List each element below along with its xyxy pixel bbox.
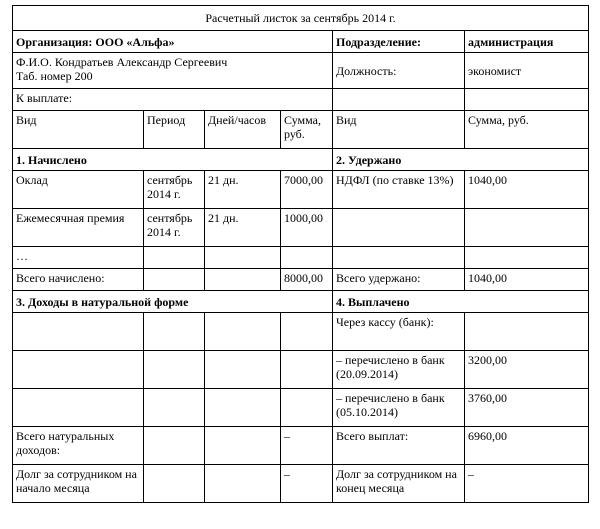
accrual-sum: 7000,00 [281, 171, 333, 209]
empty-cell [281, 351, 333, 389]
total-withheld-value: 1040,00 [465, 269, 589, 291]
department-value: администрация [465, 31, 589, 53]
total-withheld-label: Всего удержано: [333, 269, 465, 291]
header-days: Дней/часов [205, 111, 281, 149]
empty-cell [465, 89, 589, 111]
payslip-title: Расчетный листок за сентябрь 2014 г. [13, 6, 589, 31]
debt-end-value: – [465, 465, 589, 503]
empty-cell [205, 269, 281, 291]
employee-info [13, 53, 333, 89]
table-row [13, 209, 589, 247]
empty-cell [205, 351, 281, 389]
payment-type: Через кассу (банк): [333, 313, 465, 351]
empty-cell [13, 351, 144, 389]
accrual-period: сентябрь 2014 г. [144, 171, 205, 209]
accrual-type: … [13, 247, 144, 269]
accrual-sum: 1000,00 [281, 209, 333, 247]
accrual-sum [281, 247, 333, 269]
section-accrued: 1. Начислено [13, 149, 333, 171]
total-paid-label: Всего выплат: [333, 427, 465, 465]
total-accrued-value: 8000,00 [281, 269, 333, 291]
empty-cell [144, 389, 205, 427]
debt-end-label: Долг за сотрудником на конец месяца [333, 465, 465, 503]
payment-type: – перечислено в банк (20.09.2014) [333, 351, 465, 389]
total-natural-value: – [281, 427, 333, 465]
empty-cell [144, 269, 205, 291]
deduction-type: НДФЛ (по ставке 13%) [333, 171, 465, 209]
accrual-days: 21 дн. [205, 171, 281, 209]
deduction-sum: 1040,00 [465, 171, 589, 209]
empty-cell [465, 247, 589, 269]
table-row [13, 171, 589, 209]
payslip-document [12, 5, 588, 524]
table-row [13, 247, 589, 269]
position-label: Должность: [333, 53, 465, 89]
accrual-period: сентябрь 2014 г. [144, 209, 205, 247]
header-type: Вид [13, 111, 144, 149]
table-row [13, 313, 589, 351]
empty-cell [144, 351, 205, 389]
accrual-type: Оклад [13, 171, 144, 209]
empty-cell [144, 465, 205, 503]
section-withheld: 2. Удержано [333, 149, 589, 171]
employee-name: Ф.И.О. Кондратьев Александр Сергеевич [16, 55, 228, 69]
accrual-days [205, 247, 281, 269]
accrual-type: Ежемесячная премия [13, 209, 144, 247]
accrual-days: 21 дн. [205, 209, 281, 247]
payment-type: – перечислено в банк (05.10.2014) [333, 389, 465, 427]
empty-cell [205, 313, 281, 351]
empty-cell [13, 313, 144, 351]
section-paid: 4. Выплачено [333, 291, 589, 313]
debt-start-label: Долг за сотрудником на начало месяца [13, 465, 144, 503]
empty-cell [333, 247, 465, 269]
empty-cell [13, 389, 144, 427]
table-row [13, 351, 589, 389]
department-label: Подразделение: [333, 31, 465, 53]
payment-sum [465, 313, 589, 351]
total-paid-value: 6960,00 [465, 427, 589, 465]
header-sum: Сумма, руб. [281, 111, 333, 149]
total-accrued-label: Всего начислено: [13, 269, 144, 291]
payment-sum: 3200,00 [465, 351, 589, 389]
to-pay-label: К выплате: [13, 89, 333, 111]
accrual-period [144, 247, 205, 269]
empty-cell [205, 465, 281, 503]
header-deduction-type: Вид [333, 111, 465, 149]
payslip-table [12, 5, 589, 503]
empty-cell [144, 313, 205, 351]
table-row [13, 389, 589, 427]
debt-start-value: – [281, 465, 333, 503]
empty-cell [281, 389, 333, 427]
position-value: экономист [465, 53, 589, 89]
empty-cell [205, 389, 281, 427]
empty-cell [333, 209, 465, 247]
empty-cell [281, 313, 333, 351]
employee-tab-number: Таб. номер 200 [16, 69, 93, 83]
header-period: Период [144, 111, 205, 149]
empty-cell [333, 89, 465, 111]
empty-cell [205, 427, 281, 465]
section-natural-income: 3. Доходы в натуральной форме [13, 291, 333, 313]
empty-cell [144, 427, 205, 465]
empty-cell [465, 209, 589, 247]
organization-label: Организация: ООО «Альфа» [13, 31, 333, 53]
total-natural-label: Всего натуральных доходов: [13, 427, 144, 465]
header-deduction-sum: Сумма, руб. [465, 111, 589, 149]
payment-sum: 3760,00 [465, 389, 589, 427]
